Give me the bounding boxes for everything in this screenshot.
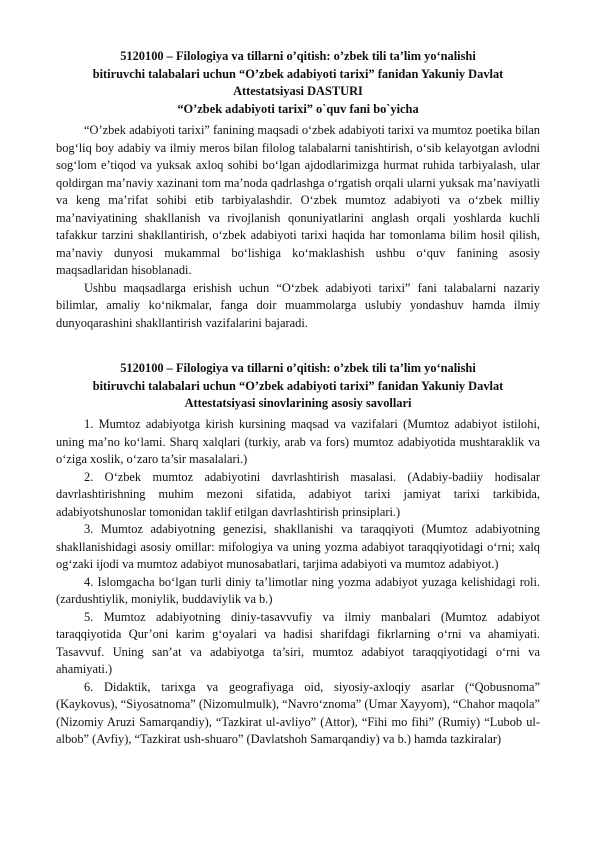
questions-title-line-1: 5120100 – Filologiya va tillarni o’qitish: o’zbek tili ta’lim yo‘nalishi <box>120 361 476 375</box>
questions-title-line-2: bitiruvchi talabalari uchun “O’zbek adabiyoti tarixi” fanidan Yakuniy Davlat <box>92 378 504 393</box>
questions-title-line-3: Attestatsiyasi sinovlarining asosiy savollari <box>184 396 412 410</box>
question-item: 2. O‘zbek mumtoz adabiyotini davrlashtirish masalasi. (Adabiy-badiiy hodisalar davrlashtirishning muhim mezoni sifatida, adabiyot tarixi jamiyat tarixi tarkibida, adabiyotshunoslar tomonidan taklif etilgan davrlashtirish prinsiplari.) <box>56 469 540 519</box>
question-item: 1. Mumtoz adabiyotga kirish kursining maqsad va vazifalari (Mumtoz adabiyot istilohi, uning ma’no ko‘lami. Sharq xalqlari (turkiy, arab va fors) mumtoz adabiyotida mushtaraklik va o‘ziga xoslik, o‘zaro ta’sir masalalari.) <box>56 417 540 466</box>
intro-paragraph-1: “O’zbek adabiyoti tarixi” fanining maqsadi o‘zbek adabiyoti tarixi va mumtoz poetika bilan bog‘liq boy adabiy va ilmiy meros bilan filolog talabalarni tanishtirish, o‘sib kelayotgan avlodni sog‘lom e’tiqod va yuksak axloq sohibi bo‘lgan ajdodlarimizga hurmat ruhida tarbiyalash, ular qoldirgan ma’naviy xazinani tom ma’noda qadrlashga o‘rgatish orqali ularni yuksak ma’naviyatli va keng ma’rifat sohibi etib tarbiyalashdir. O‘zbek mumtoz adabiyoti va o‘zbek milliy ma’naviyatining shakllanish va rivojlanish qonuniyatlarini anglash orqali yoshlarda kuchli tafakkur tarzini shakllantirish, o‘zbek adabiyoti tarixi haqida har tomonlama bilim hosil qilish, ma’naviy dunyosi mukammal bo‘lishiga ko‘maklashish ushbu o‘quv fanining asosiy maqsadlaridan hisoblanadi. <box>56 123 540 277</box>
question-item: 4. Islomgacha bo‘lgan turli diniy ta’limotlar ning yozma adabiyot yuzaga kelishidagi roli. (zardushtiylik, moniylik, buddaviylik va b.) <box>56 574 540 606</box>
program-title-line-1: 5120100 – Filologiya va tillarni o’qitish: o’zbek tili ta’lim yo‘nalishi <box>120 49 476 63</box>
intro-section <box>56 122 540 332</box>
program-title-line-2: bitiruvchi talabalari uchun “O’zbek adabiyoti tarixi” fanidan Yakuniy Davlat <box>92 66 504 81</box>
question-item: 6. Didaktik, tarixga va geografiyaga oid, siyosiy-axloqiy asarlar (“Qobusnoma” (Kaykovus), “Siyosatnoma” (Nizomulmulk), “Navro‘znoma” (Umar Xayyom), “Chahor maqola” (Nizomiy Aruzi Samarqandiy), “Tazkirat ul-avliyo” (Attor), “Fihi mo fihi” (Rumiy) “Lubob ul-albob” (Avfiy), “Tazkirat ush-shuaro” (Davlatshoh Samarqandiy) va b.) hamda tazkiralar) <box>56 679 540 746</box>
program-title-line-3: Attestatsiyasi DASTURI <box>233 84 363 98</box>
program-title-block <box>56 48 540 118</box>
question-item: 3. Mumtoz adabiyotning genezisi, shakllanishi va taraqqiyoti (Mumtoz adabiyotning shakllanishidagi asosiy omillar: mifologiya va uning yozma adabiyot taraqqiyotidagi o‘rni; xalq og‘zaki ijodi va mumtoz adabiyot munosabatlari, tarjima adabiyoti va mumtoz adabiyot.) <box>56 522 540 571</box>
program-subtitle: “O’zbek adabiyoti tarixi” o`quv fani bo`yicha <box>177 101 419 116</box>
question-item: 5. Mumtoz adabiyotning diniy-tasavvufiy va ilmiy manbalari (Mumtoz adabiyot taraqqiyotida Qur’oni karim g‘oyalari va hadisi sharifdagi fikrlarning o‘rni va ahamiyati. Tasavvuf. Uning san’at va adabiyotga ta’siri, mumtoz adabiyot taraqqiyotidagi o‘rni va ahamiyati.) <box>56 609 540 676</box>
intro-paragraph-2: Ushbu maqsadlarga erishish uchun “O‘zbek adabiyoti tarixi” fani talabalarni nazariy bilimlar, amaliy ko‘nikmalar, fanga doir muammolarga uslubiy yondashuv hamda ilmiy dunyoqarashini shakllantirish vazifalarini bajaradi. <box>56 280 540 330</box>
questions-list <box>56 416 540 749</box>
questions-title-block <box>56 360 540 413</box>
